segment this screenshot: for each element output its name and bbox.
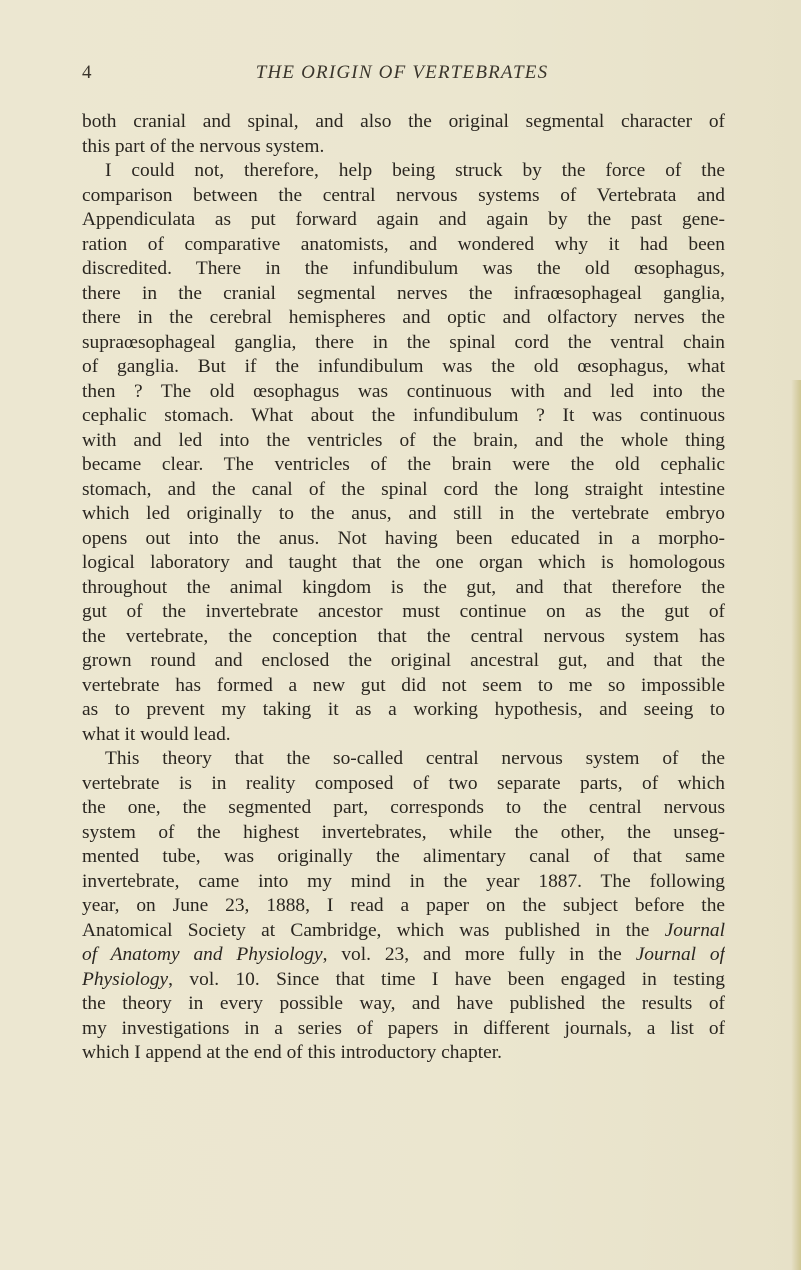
text-segment: , vol. 23, and more fully in the	[322, 944, 622, 965]
journal-title: Journal	[664, 919, 725, 941]
text-line: with and led into the ventricles of the brain, and the whole thing	[82, 429, 725, 451]
text-line: stomach, and the canal of the spinal cord the long straight intestine	[82, 478, 725, 500]
text-line: the vertebrate, the conception that the central nervous system has	[82, 625, 725, 647]
body-text	[82, 110, 725, 1066]
text-line: opens out into the anus. Not having been educated in a morpho-	[82, 527, 725, 549]
text-segment: Anatomical Society at Cambridge, which was published in the	[82, 919, 650, 941]
text-line: cephalic stomach. What about the infundibulum ? It was continuous	[82, 405, 725, 426]
page-header	[82, 62, 722, 86]
text-line	[82, 919, 725, 944]
text-line: year, on June 23, 1888, I read a paper on the subject before the	[82, 895, 725, 916]
text-line: gut of the invertebrate ancestor must continue on as the gut of	[82, 601, 725, 622]
text-line: of ganglia. But if the infundibulum was the old œsophagus, what	[82, 356, 725, 377]
text-line: then ? The old œsophagus was continuous with and led into the	[82, 380, 725, 402]
text-line: the theory in every possible way, and have published the results of	[82, 993, 725, 1014]
text-line: which I append at the end of this introductory chapter.	[82, 1042, 503, 1063]
text-line: what it would lead.	[82, 723, 231, 745]
text-line: the one, the segmented part, corresponds to the central nervous	[82, 797, 725, 818]
running-title: THE ORIGIN OF VERTEBRATES	[255, 62, 549, 83]
text-line: system of the highest invertebrates, while the other, the unseg-	[82, 821, 725, 843]
text-line: Appendiculata as put forward again and again by the past gene-	[82, 209, 725, 230]
text-line: throughout the animal kingdom is the gut, and that therefore the	[82, 576, 725, 598]
page-edge-shadow	[791, 380, 801, 1270]
text-line: grown round and enclosed the original ancestral gut, and that the	[82, 650, 725, 671]
paragraph-start-line: This theory that the so-called central nervous system of the	[105, 748, 725, 769]
text-line	[82, 943, 725, 968]
text-line	[82, 968, 725, 993]
journal-title: of Anatomy and Physiology	[82, 944, 323, 965]
text-line: this part of the nervous system.	[82, 135, 325, 157]
text-line: which led originally to the anus, and still in the vertebrate embryo	[82, 503, 725, 524]
text-line: vertebrate is in reality composed of two separate parts, of which	[82, 772, 725, 794]
text-line: as to prevent my taking it as a working hypothesis, and seeing to	[82, 699, 725, 720]
text-line: became clear. The ventricles of the brain were the old cephalic	[82, 454, 725, 475]
text-line: logical laboratory and taught that the one organ which is homologous	[82, 552, 725, 573]
page-number: 4	[82, 62, 92, 83]
text-line: comparison between the central nervous systems of Vertebrata and	[82, 184, 725, 206]
text-line: mented tube, was originally the alimentary canal of that same	[82, 846, 725, 867]
text-line: ration of comparative anatomists, and wondered why it had been	[82, 233, 725, 255]
text-line: vertebrate has formed a new gut did not seem to me so impossible	[82, 674, 725, 696]
paragraph-start-line: I could not, therefore, help being struck by the force of the	[105, 160, 725, 181]
text-segment: , vol. 10. Since that time I have been engaged in testing	[168, 968, 725, 990]
text-line: both cranial and spinal, and also the original segmental character of	[82, 111, 725, 132]
journal-title: Journal of	[635, 944, 725, 965]
text-line: my investigations in a series of papers in different journals, a list of	[82, 1017, 725, 1039]
journal-title: Physiology	[82, 968, 169, 990]
text-line: there in the cranial segmental nerves the infraœsophageal ganglia,	[82, 282, 725, 304]
text-line: supraœsophageal ganglia, there in the spinal cord the ventral chain	[82, 331, 725, 353]
text-line: discredited. There in the infundibulum was the old œsophagus,	[82, 258, 725, 279]
text-line: invertebrate, came into my mind in the year 1887. The following	[82, 870, 725, 892]
text-line: there in the cerebral hemispheres and optic and olfactory nerves the	[82, 307, 725, 328]
